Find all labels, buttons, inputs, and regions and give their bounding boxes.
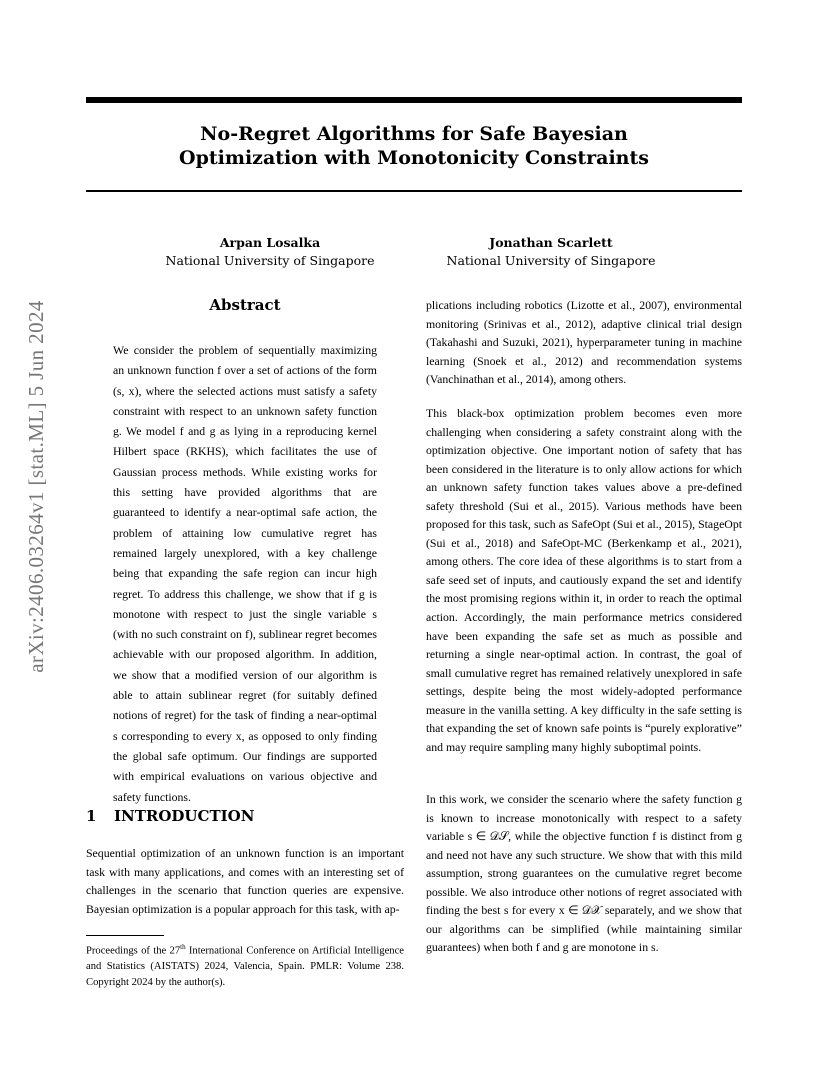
abstract-text: We consider the problem of sequentially maximizing an unknown function f over a set of actions of the form (s, x), where the selected actions must satisfy a safety constraint with respect to an unknown safety function g. We model f and g as lying in a reproducing kernel Hilbert space (RKHS), which facilitates the use of Gaussian process methods. While existing works for this setting have provided algorithms that are guaranteed to identify a near-optimal safe action, the problem of attaining low cumulative regret has remained largely unexplored, with a key challenge being that expanding the safe region can incur high regret. To address this challenge, we show that if g is monotone with respect to just the single variable s (with no such constraint on f), sublinear regret becomes achievable with our proposed algorithm. In addition, we show that a modified version of our algorithm is able to attain sublinear regret (for suitably defined notions of regret) for the task of finding a near-optimal s corresponding to every x, as opposed to only finding the global safe optimum. Our findings are supported with empirical evaluations on various objective and safety functions. bbox=[113, 343, 377, 804]
arxiv-identifier-text: arXiv:2406.03264v1 [stat.ML] 5 Jun 2024 bbox=[23, 299, 48, 673]
title-rule-bottom bbox=[86, 190, 742, 192]
right-paragraph-3 bbox=[426, 790, 742, 957]
right-paragraph-2 bbox=[426, 404, 742, 756]
author-2 bbox=[440, 234, 662, 270]
right-paragraph-1 bbox=[426, 296, 742, 389]
intro-paragraph bbox=[86, 844, 404, 919]
footnote-post: International Conference on Artificial Intelligence and Statistics (AISTATS) 2024, Valencia, Spain. PMLR: Volume 238. Copyright 2024 by the author(s). bbox=[86, 945, 404, 988]
author-2-affiliation: National University of Singapore bbox=[446, 253, 656, 268]
footnote-rule bbox=[86, 935, 164, 936]
title-line-1: No-Regret Algorithms for Safe Bayesian bbox=[200, 123, 628, 145]
title-line-2: Optimization with Monotonicity Constraints bbox=[179, 147, 649, 169]
author-2-name: Jonathan Scarlett bbox=[489, 235, 613, 250]
arxiv-identifier bbox=[24, 291, 48, 681]
title-rule-top bbox=[86, 97, 742, 103]
section-heading-introduction bbox=[86, 807, 254, 825]
right-paragraph-1-text: plications including robotics (Lizotte et al., 2007), environmental monitoring (Srinivas et al., 2012), adaptive clinical trial design (Takahashi and Suzuki, 2021), hyperparameter tuning in machine learning (Snoek et al., 2012) and recommendation systems (Vanchinathan et al., 2014), among others. bbox=[426, 298, 742, 387]
right-paragraph-2-text: This black-box optimization problem becomes even more challenging when considering a safety constraint along with the optimization objective. One important notion of safety that has been considered in the literature is to only allow actions for which an unknown safety function takes values above a pre-defined safety threshold (Sui et al., 2015). Various methods have been proposed for this task, such as SafeOpt (Sui et al., 2015), StageOpt (Sui et al., 2018) and SafeOpt-MC (Berkenkamp et al., 2021), among others. The core idea of these algorithms is to start from a safe seed set of inputs, and cautiously expand the set and identify the most promising regions within it, in order to reach the optimal action. Accordingly, the main performance metrics considered have been expanding the safe set as much as possible and returning a single near-optimal action. In contrast, the goal of small cumulative regret has remained relatively unexplored in safe settings, despite being the most widely-adopted performance measure in the vanilla setting. A key difficulty in the safe setting is that expanding the set of known safe points is “purely explorative” and may require sampling many highly suboptimal points. bbox=[426, 406, 742, 754]
section-title: INTRODUCTION bbox=[114, 807, 255, 825]
right-paragraph-3-text: In this work, we consider the scenario where the safety function g is known to increase monotonically with respect to a safety variable s ∈ 𝒟𝒮, while the objective function f is distinct from g and need not have any such structure. We show that with this mild assumption, strong guarantees on the cumulative regret become possible. We also introduce other notions of regret associated with finding the best s for every x ∈ 𝒟𝒳 separately, and we show that our algorithms can be simplified (while maintaining similar guarantees) when both f and g are monotone in s. bbox=[426, 792, 742, 955]
footnote-pre: Proceedings of the 27 bbox=[86, 945, 181, 957]
section-number: 1 bbox=[86, 807, 97, 825]
footnote bbox=[86, 940, 404, 990]
intro-text: Sequential optimization of an unknown function is an important task with many applications, and comes with an interesting set of challenges in the scenario that function queries are expensive. Bayesian optimization is a popular approach for this task, with ap- bbox=[86, 846, 404, 917]
abstract-body bbox=[113, 340, 377, 807]
abstract-heading: Abstract bbox=[209, 296, 281, 314]
author-1-name: Arpan Losalka bbox=[219, 235, 321, 250]
paper-title bbox=[86, 122, 742, 170]
footnote-sup: th bbox=[180, 943, 186, 951]
author-1-affiliation: National University of Singapore bbox=[165, 253, 375, 268]
author-1 bbox=[160, 234, 380, 270]
